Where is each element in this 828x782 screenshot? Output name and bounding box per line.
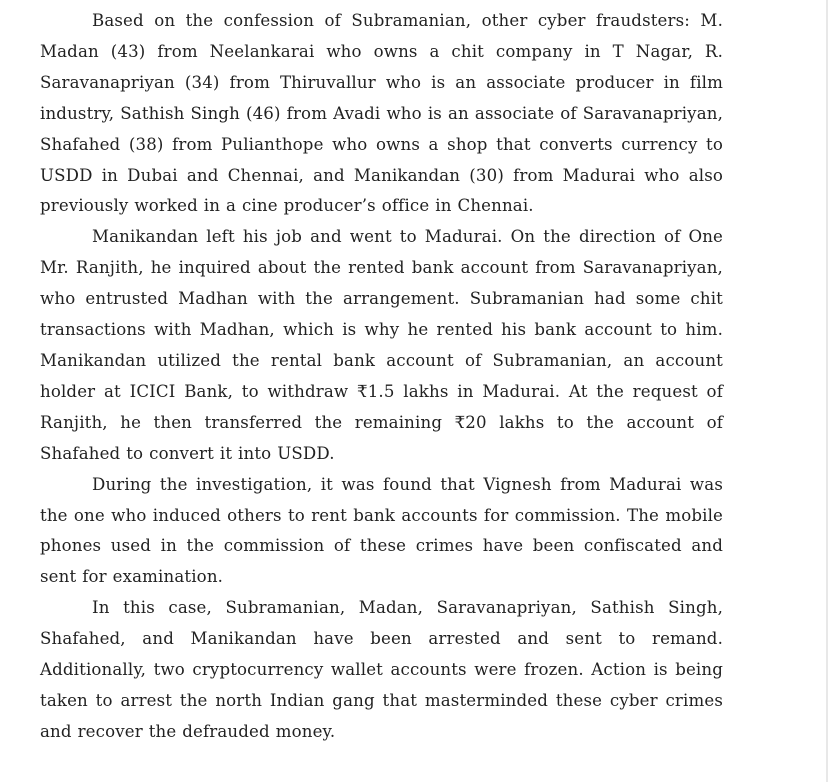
paragraph-confession: Based on the confession of Subramanian, other cyber fraudsters: M. Madan (43) from Neelankarai who owns a chit company in T Nagar, R. Saravanapriyan (34) from Thiruvallur who is an associate producer in film industry, Sathish Singh (46) from Avadi who is an associate of Saravanapriyan, Shafahed (38) from Pulianthope who owns a shop that converts currency to USDD in Dubai and Chennai, and Manikandan (30) from Madurai who also previously worked in a cine producer’s office in Chennai. xyxy=(40,11,723,216)
paragraph-arrests: In this case, Subramanian, Madan, Saravanapriyan, Sathish Singh, Shafahed, and Manikandan have been arrested and sent to remand. Additionally, two cryptocurrency wallet accounts were frozen. Action is being taken to arrest the north Indian gang that masterminded these cyber crimes and recover the defrauded money. xyxy=(40,598,723,741)
paragraph-investigation: During the investigation, it was found that Vignesh from Madurai was the one who induced others to rent bank accounts for commission. The mobile phones used in the commission of these crimes have been confiscated and sent for examination. xyxy=(40,474,723,587)
document-body xyxy=(40,6,723,748)
paragraph-manikandan: Manikandan left his job and went to Madurai. On the direction of One Mr. Ranjith, he inquired about the rented bank account from Saravanapriyan, who entrusted Madhan with the arrangement. Subramanian had some chit transactions with Madhan, which is why he rented his bank account to him. Manikandan utilized the rental bank account of Subramanian, an account holder at ICICI Bank, to withdraw ₹1.5 lakhs in Madurai. At the request of Ranjith, he then transferred the remaining ₹20 lakhs to the account of Shafahed to convert it into USDD. xyxy=(40,227,723,463)
